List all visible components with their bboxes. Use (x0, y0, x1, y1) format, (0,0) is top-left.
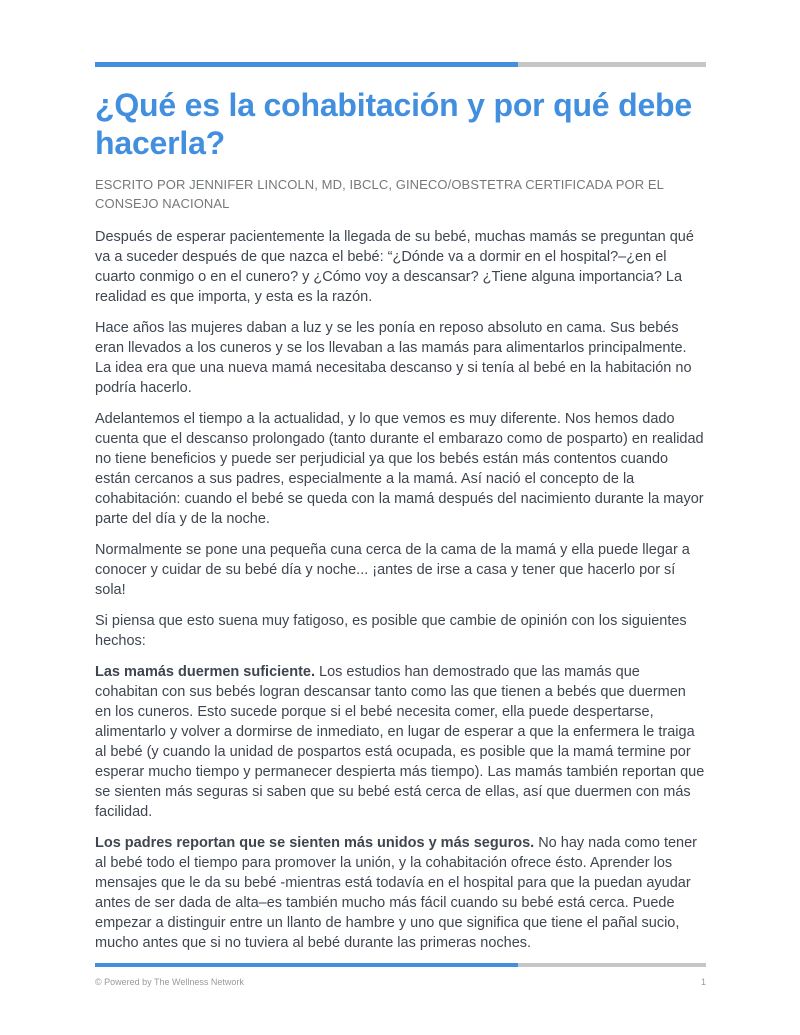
page-title: ¿Qué es la cohabitación y por qué debe hacerla? (95, 87, 692, 161)
paragraph-text: Después de esperar pacientemente la llegada de su bebé, muchas mamás se preguntan qué va a suceder después de que nazca el bebé: “¿Dónde va a dormir en el hospital?–¿en el cuarto conmigo o en el cunero? y ¿Cómo voy a descansar? ¿Tiene alguna importancia? La realidad es que importa, y esta es la razón. (95, 229, 694, 305)
paragraph (95, 833, 706, 953)
paragraph-lead: Los padres reportan que se sienten más unidos y más seguros. (95, 835, 535, 851)
paragraph (95, 227, 706, 307)
footer-divider-blue-segment (95, 963, 518, 967)
paragraph-text: No hay nada como tener al bebé todo el tiempo para promover la unión, y la cohabitación ofrece ésto. Aprender los mensajes que le da su bebé -mientras está todavía en el hospital para que la puedan ayudar antes de ser dada de alta–es también mucho más fácil cuando su bebé está cerca. Puede empezar a distinguir entre un llanto de hambre y uno que significa que tiene el pañal sucio, mucho antes que si no tuviera al bebé durante las primeras noches. (95, 835, 697, 951)
footer-divider (95, 963, 706, 967)
paragraph (95, 318, 706, 398)
footer (95, 976, 706, 988)
paragraph (95, 611, 706, 651)
byline: ESCRITO POR JENNIFER LINCOLN, MD, IBCLC, GINECO/OBSTETRA CERTIFICADA POR EL CONSEJO NACIONAL (95, 177, 664, 211)
paragraph-text: Si piensa que esto suena muy fatigoso, es posible que cambie de opinión con los siguientes hechos: (95, 613, 687, 649)
article-body (95, 227, 706, 953)
paragraph-text: Hace años las mujeres daban a luz y se les ponía en reposo absoluto en cama. Sus bebés eran llevados a los cuneros y se los llevaban a las mamás para alimentarlos principalmente. La idea era que una nueva mamá necesitaba descanso y si tenía al bebé en la habitación no podría hacerlo. (95, 320, 692, 396)
paragraph (95, 662, 706, 822)
paragraph-text: Adelantemos el tiempo a la actualidad, y lo que vemos es muy diferente. Nos hemos dado cuenta que el descanso prolongado (tanto durante el embarazo como de posparto) en realidad no tiene beneficios y puede ser perjudicial ya que los bebés están más contentos cuando están cercanos a sus padres, especialmente a la mamá. Así nació el concepto de la cohabitación: cuando el bebé se queda con la mamá después del nacimiento durante la mayor parte del día y de la noche. (95, 411, 704, 527)
paragraph-text: Los estudios han demostrado que las mamás que cohabitan con sus bebés logran descansar tanto como las que tienen a bebés que duermen en los cuneros. Esto sucede porque si el bebé necesita comer, ella puede despertarse, alimentarlo y volver a dormirse de inmediato, en lugar de esperar a que la enfermera le traiga al bebé (y cuando la unidad de pospartos está ocupada, es posible que la mamá termine por esperar mucho tiempo y permanecer despierta más tiempo). Las mamás también reportan que se sienten más seguras si saben que su bebé está cerca de ellas, así que duermen con más facilidad. (95, 664, 705, 820)
top-divider (95, 62, 706, 67)
page-number: 1 (700, 977, 706, 987)
paragraph-text: Normalmente se pone una pequeña cuna cerca de la cama de la mamá y ella puede llegar a conocer y cuidar de su bebé día y noche... ¡antes de irse a casa y tener que hacerlo por sí sola! (95, 542, 690, 598)
footer-copyright: © Powered by The Wellness Network (95, 977, 244, 987)
paragraph (95, 409, 706, 529)
top-divider-blue-segment (95, 62, 518, 67)
paragraph (95, 540, 706, 600)
paragraph-lead: Las mamás duermen suficiente. (95, 664, 315, 680)
top-divider-gray-segment (518, 62, 706, 67)
footer-divider-gray-segment (518, 963, 706, 967)
